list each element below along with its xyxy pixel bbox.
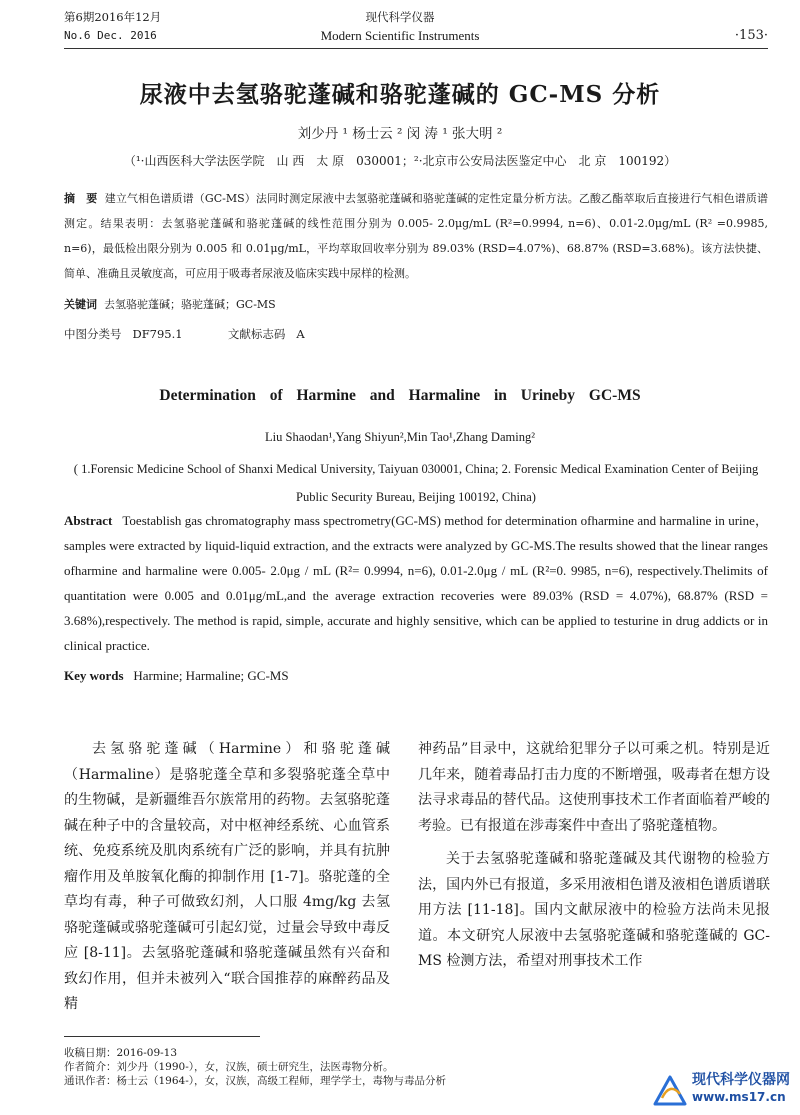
keywords-en-text: Harmine; Harmaline; GC-MS bbox=[133, 668, 289, 683]
clc-label: 中图分类号 bbox=[64, 327, 122, 341]
classification bbox=[64, 326, 305, 342]
received-date: 收稿日期：2016-09-13 bbox=[64, 1047, 178, 1059]
abstract-en-label: Abstract bbox=[64, 513, 113, 528]
keywords-en bbox=[64, 668, 289, 684]
abstract-cn-label: 摘 要 bbox=[64, 192, 98, 205]
body-column-right bbox=[418, 737, 770, 975]
abstract-cn bbox=[64, 186, 768, 286]
keywords-cn-text: 去氢骆驼蓬碱；骆驼蓬碱；GC-MS bbox=[104, 298, 276, 311]
abstract-en bbox=[64, 508, 768, 658]
abstract-en-text: Toestablish gas chromatography mass spectrometry(GC-MS) method for determination ofharmine and harmaline in urine， samples were extracted by liquid-liquid extraction, and the extracts were analyzed by GC-MS.The results showed that the linear ranges ofharmine and harmaline were 0.005- 2.0μg / mL (R²= 0.9994, n=6), 0.01-2.0μg / mL (R²=0. 9985, n=6), respectively.Thelimits of quantitation were 0.005 and 0.01μg/mL,and the average extraction recoveries were 89.03% (RSD = 4.07%), 68.87% (RSD = 3.68%),respectively. The method is rapid, simple, accurate and highly sensitive, which can be applied to testurine in drug addicts or in clinical practice. bbox=[64, 513, 769, 653]
corresponding-author: 通讯作者：杨士云（1964-），女，汉族，高级工程师，理学学士，毒物与毒品分析 bbox=[64, 1075, 447, 1087]
watermark-logo-icon bbox=[652, 1074, 688, 1114]
page-number: ·153· bbox=[734, 28, 768, 43]
doc-code-value: A bbox=[296, 327, 305, 341]
author-bio: 作者简介：刘少丹（1990-），女，汉族，硕士研究生，法医毒物分析。 bbox=[64, 1061, 394, 1073]
issue-date-cn: 第6期2016年12月 bbox=[64, 10, 162, 24]
paper-title-en: Determination of Harmine and Harmaline in Urineby GC-MS bbox=[159, 387, 641, 404]
body-column-left bbox=[64, 737, 390, 1018]
affiliation-en: ( 1.Forensic Medicine School of Shanxi Medical University, Taiyuan 030001, China; 2. Forensic Medical Examination Center of Beijing Public Security Bureau, Beijing 100192, China) bbox=[73, 462, 759, 504]
authors-en: Liu Shaodan¹,Yang Shiyun²,Min Tao¹,Zhang Daming² bbox=[265, 430, 535, 444]
watermark-name: 现代科学仪器网 bbox=[692, 1072, 790, 1088]
doc-code-label: 文献标志码 bbox=[227, 327, 286, 341]
keywords-cn-label: 关键词 bbox=[64, 298, 97, 311]
body-paragraph: 神药品”目录中，这就给犯罪分子以可乘之机。特别是近几年来，随着毒品打击力度的不断增强，吸毒者在想方设法寻求毒品的替代品。这使刑事技术工作者面临着严峻的考验。已有报道在涉毒案件中查出了骆驼蓬植物。 bbox=[418, 741, 770, 834]
clc-value: DF795.1 bbox=[132, 327, 183, 341]
authors-cn: 刘少丹 ¹ 杨士云 ² 闵 涛 ¹ 张大明 ² bbox=[297, 126, 503, 142]
journal-name-en: Modern Scientific Instruments bbox=[320, 28, 480, 43]
keywords-en-label: Key words bbox=[64, 668, 124, 683]
affiliation-cn: （¹·山西医科大学法医学院 山 西 太 原 030001；²·北京市公安局法医鉴定中心 北 京 100192） bbox=[123, 154, 677, 168]
keywords-cn bbox=[64, 296, 276, 312]
watermark bbox=[692, 1072, 790, 1105]
footnotes bbox=[64, 1046, 584, 1088]
body-paragraph: 去氢骆驼蓬碱（Harmine）和骆驼蓬碱（Harmaline）是骆驼蓬全草和多裂骆驼蓬全草中的生物碱，是新疆维吾尔族常用的药物。去氢骆驼蓬碱在种子中的含量较高，对中枢神经系统、心血管系统、免疫系统及肌肉系统有广泛的影响，并具有抗肿瘤作用及单胺氧化酶的抑制作用 [1-7]。骆驼蓬的全草均有毒，种子可做致幻剂，人口服 4mg/kg 去氢骆驼蓬碱或骆驼蓬碱可引起幻觉，过量会导致中毒反应 [8-11]。去氢骆驼蓬碱和骆驼蓬碱虽然有兴奋和致幻作用，但并未被列入“联合国推荐的麻醉药品及精 bbox=[64, 741, 390, 1012]
header-rule bbox=[64, 48, 768, 49]
paper-title-cn: 尿液中去氢骆驼蓬碱和骆驼蓬碱的 GC-MS 分析 bbox=[139, 81, 661, 108]
abstract-cn-text: 建立气相色谱质谱（GC-MS）法同时测定尿液中去氢骆驼蓬碱和骆驼蓬碱的定性定量分析方法。乙酸乙酯萃取后直接进行气相色谱质谱测定。结果表明：去氢骆驼蓬碱和骆驼蓬碱的线性范围分别为 0.005- 2.0μg/mL (R²=0.9994, n=6)、0.01-2.0μg/mL (R² =0.9985, n=6)，最低检出限分别为 0.005 和 0.01μg/mL，平均萃取回收率分别为 89.03% (RSD=4.07%)、68.87% (RSD=3.68%)。该方法快捷、简单、准确且灵敏度高，可应用于吸毒者尿液及临床实践中尿样的检测。 bbox=[64, 192, 769, 280]
issue-date-en: No.6 Dec. 2016 bbox=[64, 29, 157, 42]
footnote-rule bbox=[64, 1036, 260, 1037]
body-paragraph: 关于去氢骆驼蓬碱和骆驼蓬碱及其代谢物的检验方法，国内外已有报道，多采用液相色谱及液相色谱质谱联用方法 [11-18]。国内文献尿液中的检验方法尚未见报道。本文研究人尿液中去氢骆驼蓬碱和骆驼蓬碱的 GC-MS 检测方法，希望对刑事技术工作 bbox=[418, 851, 770, 969]
watermark-url: www.ms17.cn bbox=[692, 1090, 786, 1104]
journal-name-cn: 现代科学仪器 bbox=[365, 10, 435, 24]
